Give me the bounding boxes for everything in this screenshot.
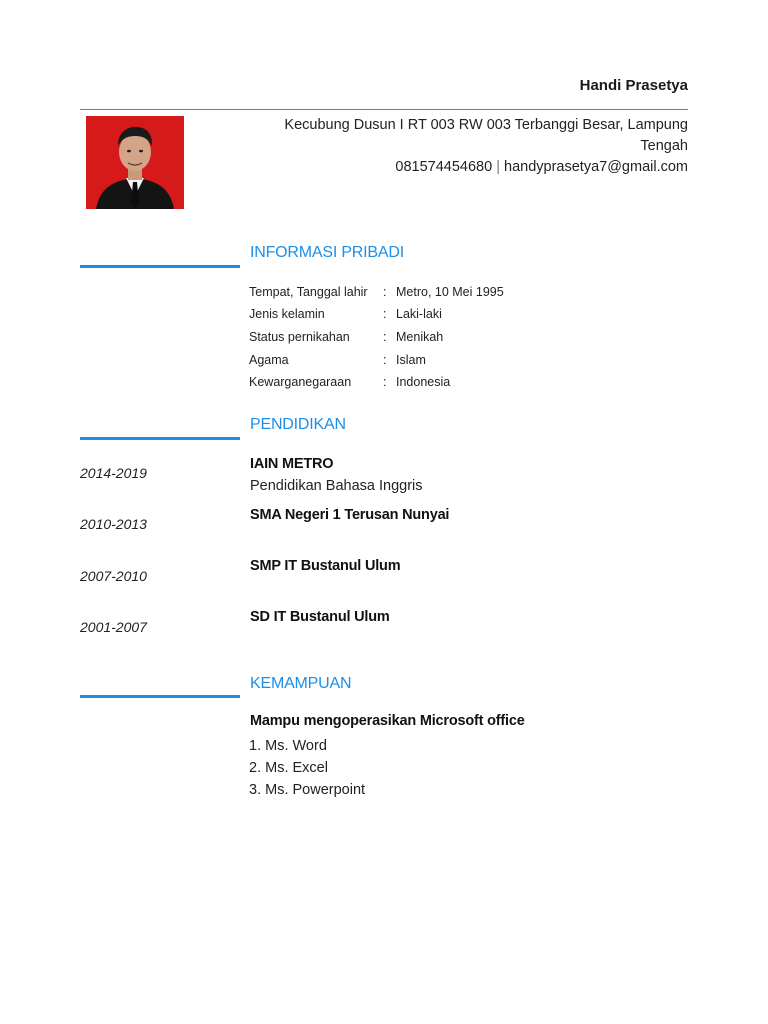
skill-item: 3. Ms. Powerpoint [249,782,366,798]
info-colon: : [383,285,387,299]
info-row-gender [249,303,442,325]
phone-email-line [248,157,688,178]
info-label: Kewarganegaraan [249,375,352,389]
section-title-skills: KEMAMPUAN [250,675,352,692]
contact-block [248,115,688,178]
header-divider [80,109,688,110]
education-years: 2007-2010 [80,568,147,584]
info-colon: : [383,330,387,344]
section-title-education: PENDIDIKAN [250,416,346,433]
education-years: 2010-2013 [80,516,147,532]
info-label: Agama [249,353,289,367]
info-row-citizenship [249,371,450,393]
info-colon: : [383,375,387,389]
education-school: SMP IT Bustanul Ulum [250,558,401,574]
info-label: Jenis kelamin [249,307,325,321]
skill-item: 1. Ms. Word [249,738,327,754]
skills-heading: Mampu mengoperasikan Microsoft office [250,713,525,729]
email-address[interactable]: handyprasetya7@gmail.com [504,159,688,175]
info-colon: : [383,353,387,367]
profile-photo [86,116,184,209]
phone-number: 081574454680 [395,159,493,175]
info-value: Islam [396,353,426,367]
education-years: 2001-2007 [80,619,147,635]
info-colon: : [383,307,387,321]
info-row-marital [249,326,443,348]
address-line-1: Kecubung Dusun I RT 003 RW 003 Terbanggi Besar, Lampung [284,117,688,133]
info-value: Metro, 10 Mei 1995 [396,285,504,299]
skill-item: 2. Ms. Excel [249,760,328,776]
candidate-name: Handi Prasetya [579,77,688,94]
info-value: Indonesia [396,375,451,389]
section-title-personal: INFORMASI PRIBADI [250,244,404,261]
section-bar-education [80,437,240,440]
education-major: Pendidikan Bahasa Inggris [250,478,423,494]
education-school: SMA Negeri 1 Terusan Nunyai [250,507,450,523]
education-school: SD IT Bustanul Ulum [250,609,390,625]
education-years: 2014-2019 [80,465,147,481]
info-value: Laki-laki [396,307,442,321]
info-label: Status pernikahan [249,330,350,344]
section-bar-personal [80,265,240,268]
info-label: Tempat, Tanggal lahir [249,285,368,299]
info-row-birth [249,281,504,303]
info-row-religion [249,349,426,371]
education-school: IAIN METRO [250,456,334,472]
address-line-2: Tengah [640,138,688,154]
section-bar-skills [80,695,240,698]
info-value: Menikah [396,330,444,344]
separator: | [496,159,500,175]
